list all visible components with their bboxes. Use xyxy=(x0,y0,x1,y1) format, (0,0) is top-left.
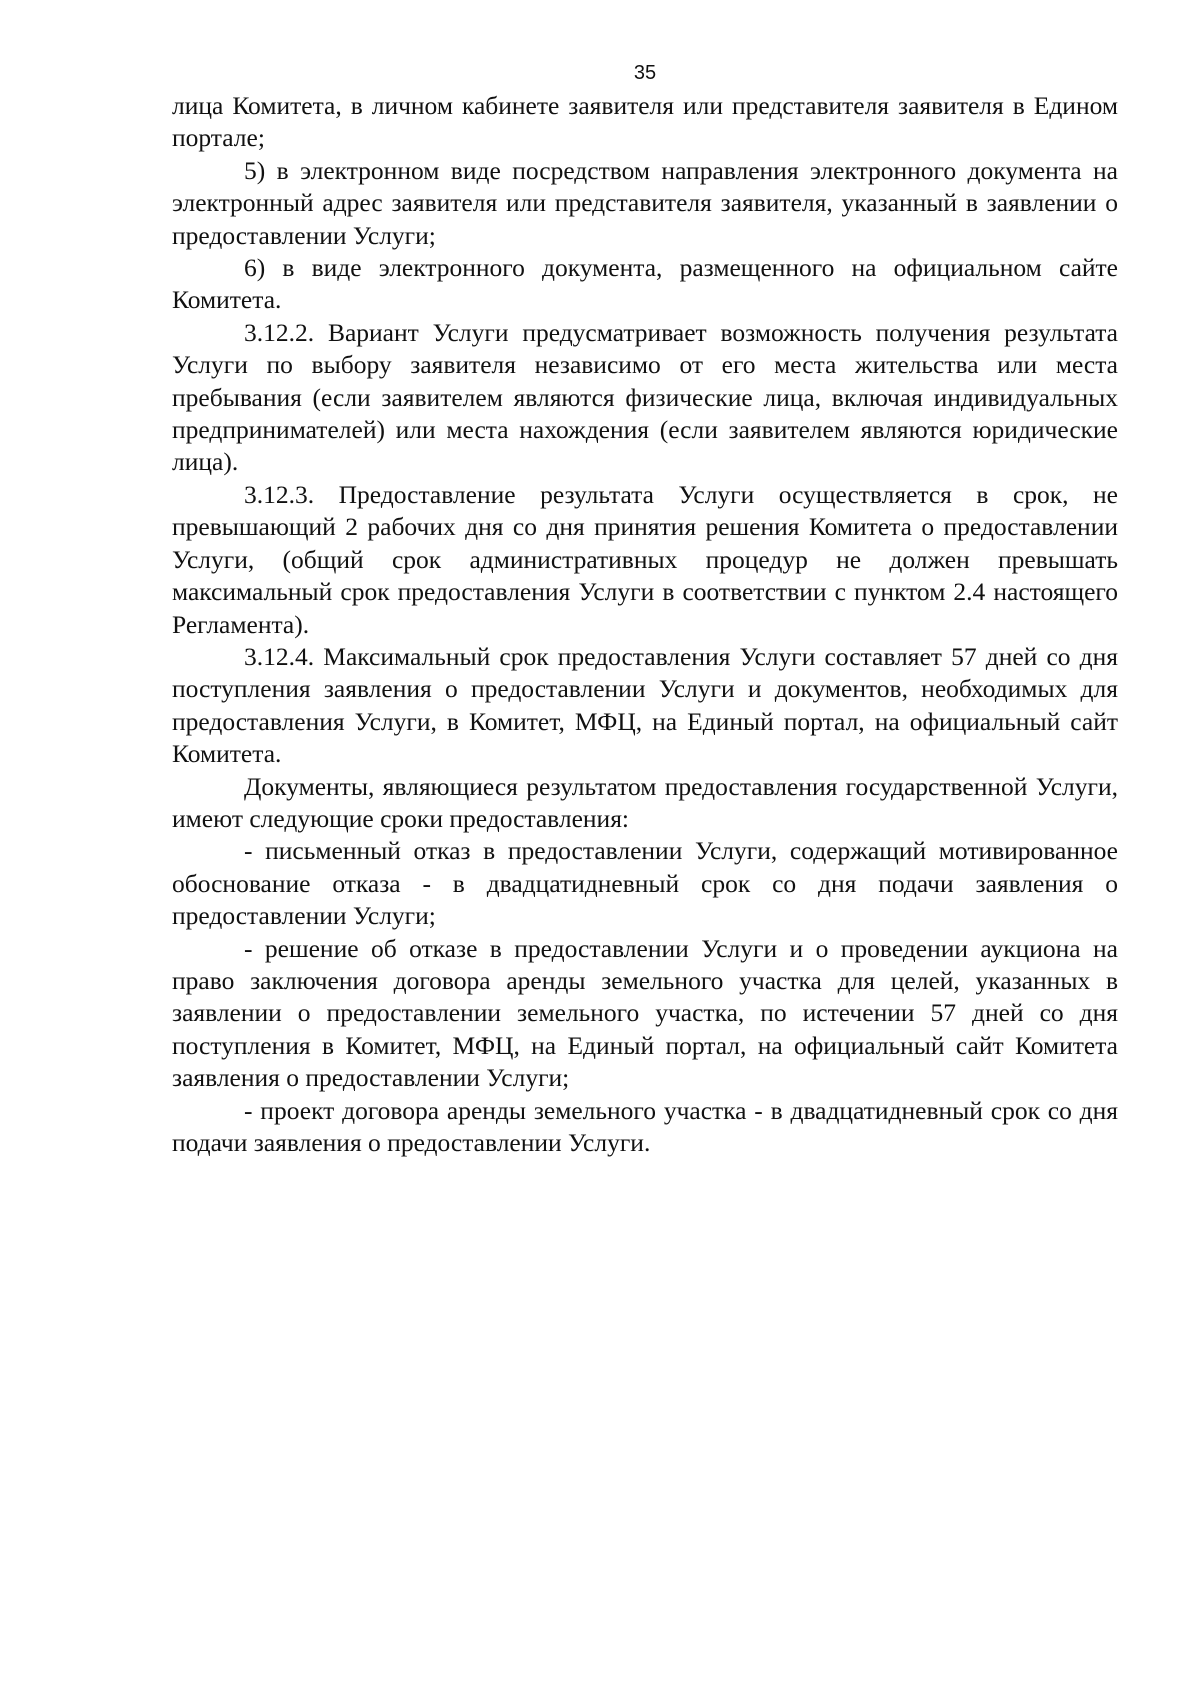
paragraph-3-12-2: 3.12.2. Вариант Услуги предусматривает возможность получения результата Услуги по выбору заявителя независимо от его места жительства или места пребывания (если заявителем являются физические лица, включая индивидуальных предпринимателей) или места нахождения (если заявителем являются юридические лица). xyxy=(172,317,1118,477)
paragraph-item-5: 5) в электронном виде посредством направления электронного документа на электронный адрес заявителя или представителя заявителя, указанный в заявлении о предоставлении Услуги; xyxy=(172,155,1118,250)
list-item-auction-decision: - решение об отказе в предоставлении Услуги и о проведении аукциона на право заключения договора аренды земельного участка для целей, указанных в заявлении о предоставлении земельного участка, по истечении 57 дней со дня поступления в Комитет, МФЦ, на Единый портал, на официальный сайт Комитета заявления о предоставлении Услуги; xyxy=(172,933,1118,1093)
document-body xyxy=(172,90,1118,1159)
list-item-written-refusal: - письменный отказ в предоставлении Услуги, содержащий мотивированное обоснование отказа - в двадцатидневный срок со дня подачи заявления о предоставлении Услуги; xyxy=(172,836,1118,931)
paragraph-documents-intro: Документы, являющиеся результатом предоставления государственной Услуги, имеют следующие сроки предоставления: xyxy=(172,771,1118,833)
page-number: 35 xyxy=(633,62,657,84)
paragraph-continuation: лица Комитета, в личном кабинете заявителя или представителя заявителя в Едином портале; xyxy=(172,91,1118,153)
paragraph-3-12-4: 3.12.4. Максимальный срок предоставления Услуги составляет 57 дней со дня поступления заявления о предоставлении Услуги и документов, необходимых для предоставления Услуги, в Комитет, МФЦ, на Единый портал, на официальный сайт Комитета. xyxy=(172,641,1118,769)
paragraph-3-12-3: 3.12.3. Предоставление результата Услуги осуществляется в срок, не превышающий 2 рабочих дня со дня принятия решения Комитета о предоставлении Услуги, (общий срок административных процедур не должен превышать максимальный срок предоставления Услуги в соответствии с пунктом 2.4 настоящего Регламента). xyxy=(172,479,1118,639)
list-item-lease-draft: - проект договора аренды земельного участка - в двадцатидневный срок со дня подачи заявления о предоставлении Услуги. xyxy=(172,1095,1118,1157)
paragraph-item-6: 6) в виде электронного документа, размещенного на официальном сайте Комитета. xyxy=(172,253,1118,315)
